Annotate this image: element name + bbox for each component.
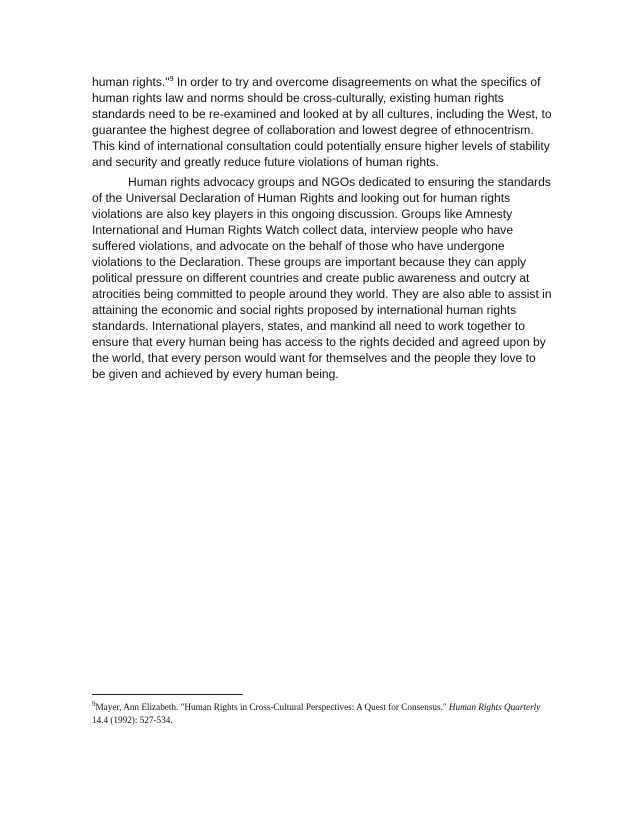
paragraph-1-lead: human rights." (92, 75, 170, 89)
paragraph-1-text: In order to try and overcome disagreements on what the specifics of human rights law and norms should be cross-culturally, existing human rights standards need to be re-examined and looked at by all cultures, including the West, to guarantee the highest degree of collaboration and lowest degree of ethnocentrism. This kind of international consultation could potentially ensure higher levels of stability and security and greatly reduce future violations of human rights. (92, 75, 555, 169)
footnote-divider (92, 694, 243, 695)
footnote-citation-tail: 14.4 (1992): 527-534. (92, 715, 173, 725)
footnote-authors: Mayer, Ann Elizabeth. "Human Rights in Cross-Cultural Perspectives: A Quest for Consensus." (95, 702, 449, 712)
footnote-marker: 9 (92, 699, 96, 708)
footnote-journal: Human Rights Quarterly (448, 702, 541, 712)
footnote-reference: 9 (169, 75, 174, 83)
footnote (92, 701, 552, 727)
body-text (92, 74, 555, 382)
paragraph-2: Human rights advocacy groups and NGOs dedicated to ensuring the standards of the Universal Declaration of Human Rights and looking out for human rights violations are also key players in this ongoing discussion. Groups like Amnesty International and Human Rights Watch collect data, interview people who have suffered violations, and advocate on the behalf of those who have undergone violations to the Declaration. These groups are important because they can apply political pressure on different countries and create public awareness and outcry at atrocities being committed to people around they world. They are also able to assist in attaining the economic and social rights proposed by international human rights standards. International players, states, and mankind all need to work together to ensure that every human being has access to the rights decided and agreed upon by the world, that every person would want for themselves and the people they love to be given and achieved by every human being. (92, 175, 555, 381)
paragraph-1 (92, 74, 555, 170)
